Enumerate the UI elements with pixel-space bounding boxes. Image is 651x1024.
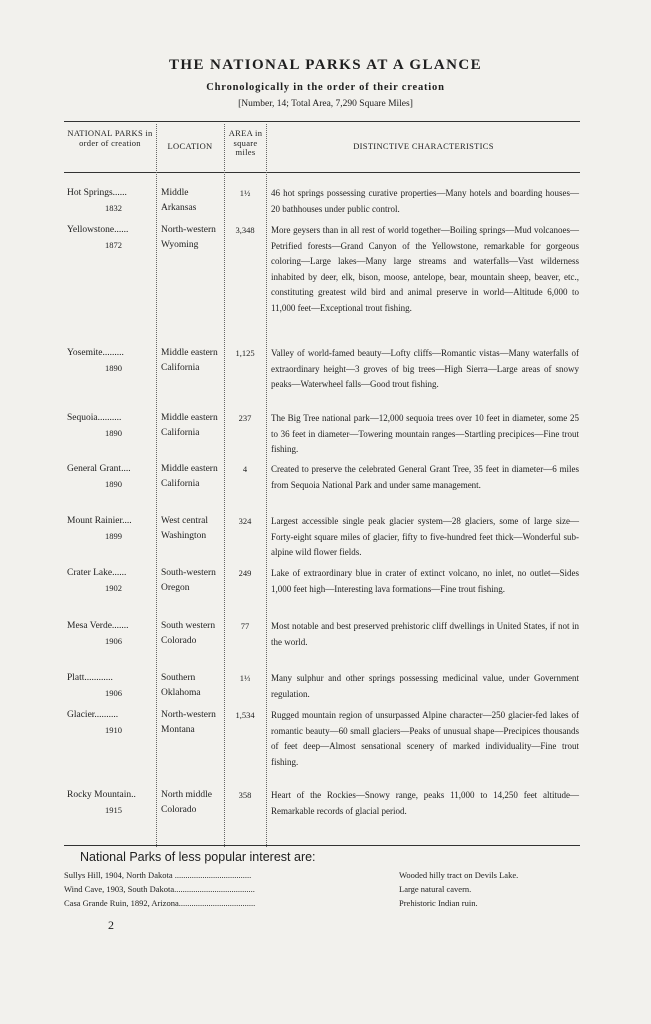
park-location: North middle Colorado (161, 790, 212, 815)
table-top-rule (64, 121, 580, 122)
column-divider (266, 124, 267, 847)
park-description: Heart of the Rockies—Snowy range, peaks 11,000 to 14,250 feet altitude—Remarkable records of glacial period. (271, 790, 579, 816)
park-description: Many sulphur and other springs possessing medicinal value, under Government regulation. (271, 673, 579, 699)
park-description: Valley of world-famed beauty—Lofty cliffs—Romantic vistas—Many waterfalls of extraordinary height—3 groves of big trees—High Sierra—Large areas of snowy peaks—Waterwheel falls—Good trout fishing. (271, 348, 579, 389)
table-header-rule (64, 172, 580, 173)
header-characteristics: DISTINCTIVE CHARACTERISTICS (353, 141, 494, 151)
park-year: 1910 (105, 725, 122, 735)
park-location: Middle Arkansas (161, 188, 197, 213)
minor-park-description: Prehistoric Indian ruin. (399, 898, 478, 908)
header-park: NATIONAL PARKS in order of creation (67, 128, 153, 148)
minor-park-name: Wind Cave, 1903, South Dakota...................................... (64, 884, 255, 894)
park-year: 1899 (105, 531, 122, 541)
table-bottom-rule (64, 845, 580, 846)
park-year: 1902 (105, 583, 122, 593)
park-name: Yosemite......... (67, 348, 124, 358)
park-location: South western Colorado (161, 621, 216, 646)
park-area: 77 (240, 621, 250, 631)
header-area: AREA in square miles (228, 128, 263, 157)
park-location: North-western Montana (161, 710, 216, 735)
summary-note: [Number, 14; Total Area, 7,290 Square Miles] (238, 99, 413, 109)
park-location: South-western Oregon (161, 568, 216, 593)
park-area: 1,534 (235, 710, 255, 720)
park-area: 358 (238, 790, 252, 800)
park-name: Sequoia.......... (67, 413, 122, 423)
park-name: Mesa Verde....... (67, 621, 129, 631)
park-area: 1,125 (235, 348, 255, 358)
park-name: Hot Springs...... (67, 188, 127, 198)
park-year: 1890 (105, 428, 122, 438)
park-location: West central Washington (161, 516, 208, 541)
park-name: General Grant.... (67, 464, 131, 474)
park-area: 1⅓ (239, 673, 251, 683)
park-area: 237 (238, 413, 252, 423)
minor-park-description: Wooded hilly tract on Devils Lake. (399, 870, 519, 880)
park-area: 3,348 (235, 225, 255, 235)
park-name: Rocky Mountain.. (67, 790, 136, 800)
park-year: 1890 (105, 479, 122, 489)
park-description: More geysers than in all rest of world together—Boiling springs—Mud volcanoes—Petrified forests—Grand Canyon of the Yellowstone, remarkable for gorgeous coloring—Large lakes—Many large streams and waterfalls—Vast wilderness inhabited by deer, elk, bison, moose, antelope, bear, mountain sheep, beaver, etc., constituting greatest wild bird and animal preserve in world—Altitude 6,000 to 11,000 feet—Exceptional trout fishing. (271, 225, 579, 313)
park-name: Mount Rainier.... (67, 516, 132, 526)
park-area: 4 (242, 464, 248, 474)
park-year: 1906 (105, 636, 122, 646)
park-year: 1832 (105, 203, 122, 213)
page-number: 2 (108, 918, 114, 932)
park-name: Crater Lake...... (67, 568, 127, 578)
park-year: 1890 (105, 363, 122, 373)
park-location: Middle eastern California (161, 348, 218, 373)
park-description: Rugged mountain region of unsurpassed Alpine character—250 glacier-fed lakes of romantic beauty—60 small glaciers—Peaks of unusual shape—Precipices thousands of feet deep—Almost sensational scenery of marked individuality—Fine trout fishing. (271, 710, 579, 767)
park-location: Middle eastern California (161, 464, 218, 489)
park-description: The Big Tree national park—12,000 sequoia trees over 10 feet in diameter, some 25 to 36 feet in diameter—Towering mountain ranges—Startling precipices—Fine trout fishing. (271, 413, 579, 454)
page-subtitle: Chronologically in the order of their creation (206, 82, 445, 93)
park-description: Lake of extraordinary blue in crater of extinct volcano, no inlet, no outlet—Sides 1,000 feet high—Interesting lava formations—Fine trout fishing. (271, 568, 579, 594)
header-location: LOCATION (167, 141, 213, 151)
park-area: 249 (238, 568, 252, 578)
park-location: Southern Oklahoma (161, 673, 201, 698)
park-description: Created to preserve the celebrated General Grant Tree, 35 feet in diameter—6 miles from Sequoia National Park and under same management. (271, 464, 579, 490)
park-name: Glacier.......... (67, 710, 119, 720)
park-description: 46 hot springs possessing curative properties—Many hotels and boarding houses—20 bathhouses under public control. (271, 188, 579, 214)
minor-parks-heading: National Parks of less popular interest are: (80, 850, 316, 864)
park-location: North-western Wyoming (161, 225, 216, 250)
park-year: 1915 (105, 805, 122, 815)
minor-park-name: Sullys Hill, 1904, North Dakota .................................... (64, 870, 252, 880)
page-title: THE NATIONAL PARKS AT A GLANCE (168, 57, 483, 73)
park-description: Most notable and best preserved prehistoric cliff dwellings in United States, if not in the world. (271, 621, 579, 647)
column-divider (156, 124, 157, 847)
park-year: 1872 (105, 240, 122, 250)
park-area: 324 (238, 516, 252, 526)
park-area: 1½ (239, 188, 251, 198)
park-location: Middle eastern California (161, 413, 218, 438)
park-year: 1906 (105, 688, 122, 698)
park-description: Largest accessible single peak glacier system—28 glaciers, some of large size—Forty-eight square miles of glacier, fifty to five-hundred feet thick—Wonderful sub-alpine wild flower fields. (271, 516, 579, 557)
minor-park-description: Large natural cavern. (399, 884, 472, 894)
park-name: Platt............ (67, 673, 113, 683)
park-name: Yellowstone...... (67, 225, 129, 235)
minor-park-name: Casa Grande Ruin, 1892, Arizona.................................... (64, 898, 256, 908)
